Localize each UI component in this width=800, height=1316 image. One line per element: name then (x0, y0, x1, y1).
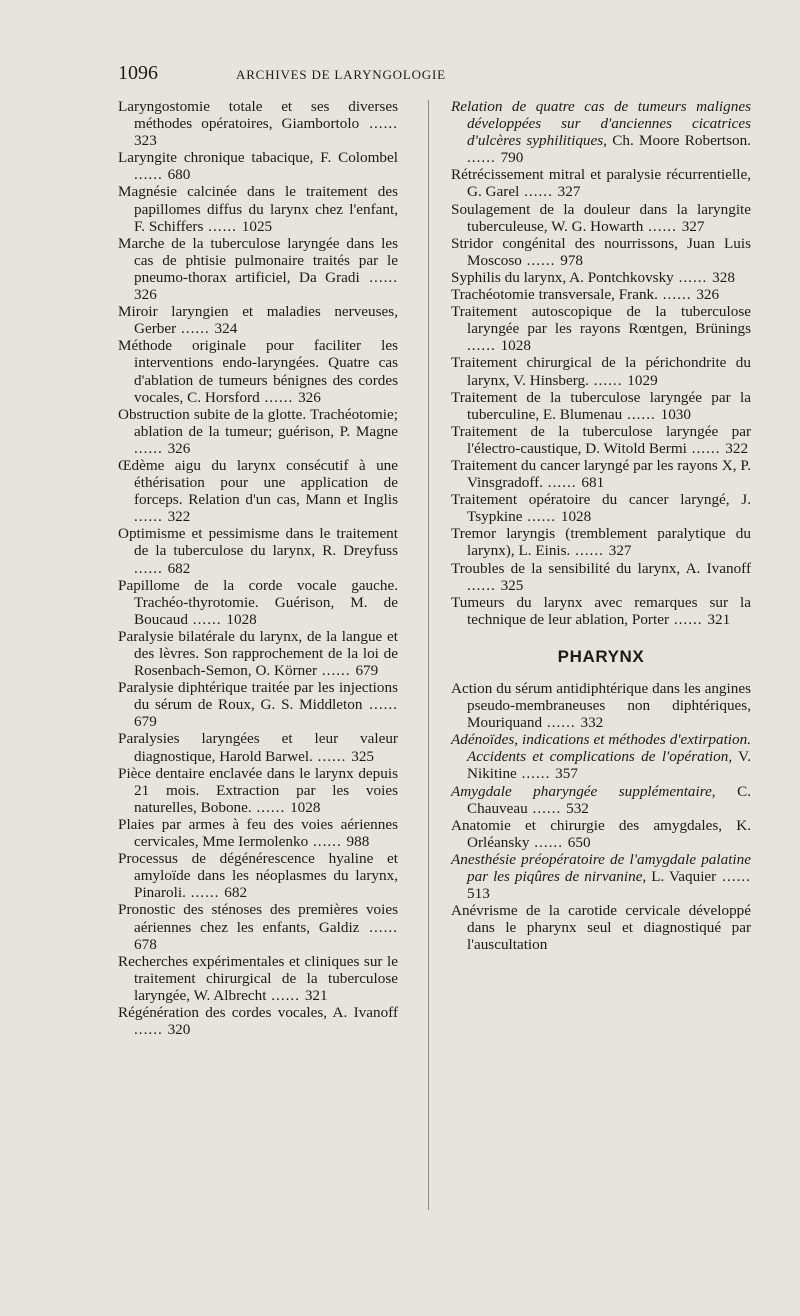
index-entry (118, 149, 398, 183)
entry-page-number: 1028 (226, 610, 257, 628)
index-entry (451, 423, 751, 457)
leader-dots: ...... (134, 508, 168, 526)
index-entry (451, 560, 751, 594)
entry-text: Traitement de la tuberculose laryngée par la tuberculine, E. Blumenau (451, 388, 751, 423)
leader-dots: ...... (467, 149, 501, 167)
entry-text: Anatomie et chirurgie des amygdales, K. Orléansky (451, 816, 751, 851)
leader-dots: ...... (317, 662, 356, 680)
index-entry (451, 680, 751, 731)
entry-page-number: 680 (167, 166, 191, 184)
index-entry (451, 389, 751, 423)
entry-page-number: 322 (167, 508, 191, 526)
entry-text: Adénoïdes, indications et méthodes d'extirpation. Accidents et complications de l'opération, V. Nikitine (451, 731, 751, 783)
index-entry (118, 303, 398, 337)
index-entry (451, 731, 751, 782)
entry-page-number: 988 (346, 833, 370, 851)
entry-text: Magnésie calcinée dans le traitement des papillomes diffus du larynx chez l'enfant, F. Schiffers (118, 183, 398, 235)
leader-dots: ...... (570, 542, 609, 560)
entry-text: Soulagement de la douleur dans la laryngite tuberculeuse, W. G. Howarth (451, 200, 751, 235)
leader-dots: ...... (657, 286, 697, 304)
entry-text: Traitement autoscopique de la tuberculose laryngée par les rayons Rœntgen, Brünings (451, 303, 751, 338)
index-entry (118, 953, 398, 1004)
index-entry (451, 269, 751, 286)
entry-text: Optimisme et pessimisme dans le traitement de la tuberculose du larynx, R. Dreyfuss (118, 525, 398, 560)
leader-dots: ...... (134, 1021, 168, 1039)
entry-page-number: 1025 (241, 217, 273, 235)
entry-text: Traitement de la tuberculose laryngée par l'électro-caustique, D. Witold Bermi (451, 422, 751, 457)
entry-text: Action du sérum antidiphtérique dans les angines pseudo-membraneuses non diphtériques, Mouriquand (451, 680, 751, 732)
entry-page-number: 320 (167, 1021, 191, 1039)
index-entry (451, 235, 751, 269)
entry-page-number: 1029 (627, 371, 658, 389)
entry-text: Obstruction subite de la glotte. Trachéotomie; ablation de la tumeur; guérison, P. Magne (118, 405, 398, 440)
entry-text: Processus de dégénérescence hyaline et amyloïde dans les néoplasmes du larynx, Pinaroli. (118, 850, 398, 902)
entry-page-number: 324 (214, 320, 238, 338)
leader-dots: ...... (359, 115, 398, 133)
index-entry (118, 628, 398, 679)
leader-dots: ...... (359, 268, 399, 286)
leader-dots: ...... (467, 576, 501, 594)
index-entry (118, 457, 398, 525)
entry-text: Pièce dentaire enclavée dans le larynx depuis 21 mois. Extraction par les voies naturelles, Bobone. (118, 764, 398, 816)
leader-dots: ...... (266, 986, 305, 1004)
entry-text: Amygdale pharyngée supplémentaire, C. Chauveau (451, 782, 751, 817)
entry-page-number: 1030 (660, 405, 691, 423)
entry-page-number: 790 (500, 149, 524, 167)
leader-dots: ...... (362, 696, 398, 714)
index-entry (118, 765, 398, 816)
index-entry (118, 235, 398, 303)
index-entry (451, 594, 751, 628)
entry-page-number: 325 (351, 747, 374, 765)
leader-dots: ...... (176, 320, 215, 338)
leader-dots: ...... (134, 439, 168, 457)
leader-dots: ...... (716, 868, 751, 886)
page-header (118, 62, 748, 86)
leader-dots: ...... (312, 747, 352, 765)
entry-page-number: 321 (304, 986, 328, 1004)
entry-page-number: 326 (134, 286, 157, 304)
leader-dots: ...... (542, 714, 581, 732)
leader-dots: ...... (308, 833, 347, 851)
index-entry (451, 902, 751, 953)
leader-dots: ...... (259, 388, 299, 406)
index-entry (118, 901, 398, 952)
column-divider (428, 100, 429, 1210)
entry-page-number: 322 (725, 439, 749, 457)
entry-page-number: 327 (608, 542, 632, 560)
entry-text: Papillome de la corde vocale gauche. Trachéo-thyrotomie. Guérison, M. de Boucaud (118, 576, 398, 628)
entry-page-number: 326 (298, 388, 321, 406)
index-entry (451, 286, 751, 303)
entry-page-number: 327 (681, 217, 705, 235)
leader-dots: ...... (185, 884, 225, 902)
entry-text: Marche de la tuberculose laryngée dans les cas de phtisie pulmonaire traités par le pneumo-thorax artificiel, Da Gradi (118, 234, 398, 286)
entry-page-number: 328 (712, 268, 735, 286)
index-entry (451, 817, 751, 851)
left-column (118, 98, 398, 1038)
entry-text: Laryngite chronique tabacique, F. Colombel (118, 149, 398, 167)
leader-dots: ...... (134, 559, 168, 577)
index-entry (451, 491, 751, 525)
entry-page-number: 1028 (500, 337, 531, 355)
entry-text: Miroir laryngien et maladies nerveuses, Gerber (118, 303, 398, 338)
leader-dots: ...... (521, 251, 561, 269)
index-entry (451, 851, 751, 902)
entry-page-number: 513 (467, 885, 490, 903)
index-entry (451, 166, 751, 200)
entry-page-number: 325 (500, 576, 524, 594)
entry-text: Traitement chirurgical de la périchondrite du larynx, V. Hinsberg. (451, 354, 751, 389)
index-entry (118, 577, 398, 628)
entry-text: Troubles de la sensibilité du larynx, A. Ivanoff (451, 559, 751, 577)
entry-page-number: 327 (557, 183, 581, 201)
leader-dots: ...... (203, 217, 242, 235)
entry-text: Paralysie diphtérique traitée par les injections du sérum de Roux, G. S. Middleton (118, 679, 398, 714)
leader-dots: ...... (622, 405, 661, 423)
entry-page-number: 326 (167, 439, 191, 457)
index-entry (118, 679, 398, 730)
entry-text: Traitement opératoire du cancer laryngé, J. Tsypkine (451, 491, 751, 526)
entry-text: Paralysies laryngées et leur valeur diagnostique, Harold Barwel. (118, 730, 398, 765)
leader-dots: ...... (588, 371, 628, 389)
entry-page-number: 679 (134, 713, 157, 731)
larynx-entries-continued (451, 98, 751, 628)
index-entry (451, 303, 751, 354)
entry-text: Plaies par armes à feu des voies aériennes cervicales, Mme Iermolenko (118, 815, 398, 851)
index-entry (451, 201, 751, 235)
entry-text: Anesthésie préopératoire de l'amygdale palatine par les piqûres de nirvanine, L. Vaquier (451, 850, 751, 886)
entry-text: Anévrisme de la carotide cervicale développé dans le pharynx seul et diagnostiqué par l'auscultation (451, 902, 751, 954)
index-entry (118, 850, 398, 901)
entry-text: Laryngostomie totale et ses diverses méthodes opératoires, Giambortolo (118, 98, 398, 133)
index-entry (118, 406, 398, 457)
section-title-pharynx: PHARYNX (557, 646, 645, 666)
leader-dots: ...... (529, 833, 568, 851)
entry-text: Tumeurs du larynx avec remarques sur la technique de leur ablation, Porter (451, 593, 751, 628)
leader-dots: ...... (522, 508, 561, 526)
right-column (451, 98, 751, 954)
index-entry (118, 98, 398, 149)
entry-text: Tremor laryngis (tremblement paralytique du larynx), L. Einis. (451, 525, 751, 560)
entry-page-number: 332 (580, 714, 604, 732)
entry-page-number: 1028 (560, 508, 592, 526)
entry-page-number: 682 (224, 884, 248, 902)
leader-dots: ...... (359, 918, 398, 936)
index-entry (451, 98, 751, 166)
entry-text: Traitement du cancer laryngé par les rayons X, P. Vinsgradoff. (451, 456, 751, 492)
index-entry (451, 457, 751, 491)
entry-text: Relation de quatre cas de tumeurs malignes développées sur d'anciennes cicatrices d'ulcères syphilitiques, Ch. Moore Robertson. (451, 98, 751, 150)
entry-text: Paralysie bilatérale du larynx, de la langue et des lèvres. Son rapprochement de la loi de Rosenbach-Semon, O. Körner (118, 627, 398, 680)
page-number: 1096 (118, 62, 158, 84)
entry-page-number: 323 (134, 132, 157, 150)
entry-text: Stridor congénital des nourrissons, Juan Luis Moscoso (451, 234, 751, 269)
index-entry (118, 816, 398, 850)
index-entry (118, 337, 398, 405)
leader-dots: ...... (686, 439, 726, 457)
leader-dots: ...... (251, 798, 291, 816)
running-title: ARCHIVES DE LARYNGOLOGIE (236, 67, 446, 82)
leader-dots: ...... (543, 474, 582, 492)
leader-dots: ...... (519, 183, 558, 201)
leader-dots: ...... (188, 610, 227, 628)
entry-text: Syphilis du larynx, A. Pontchkovsky (451, 268, 674, 286)
entry-page-number: 682 (167, 559, 191, 577)
entry-page-number: 678 (134, 935, 157, 953)
entry-page-number: 681 (581, 474, 605, 492)
leader-dots: ...... (643, 217, 682, 235)
entry-text: Pronostic des sténoses des premières voies aériennes chez les enfants, Galdiz (118, 901, 398, 936)
index-entry (451, 354, 751, 388)
entry-page-number: 978 (560, 251, 584, 269)
leader-dots: ...... (134, 166, 168, 184)
entry-page-number: 321 (707, 610, 731, 628)
entry-text: Recherches expérimentales et cliniques sur le traitement chirurgical de la tuberculose laryngée, W. Albrecht (118, 952, 398, 1004)
entry-page-number: 357 (555, 765, 578, 783)
entry-text: Trachéotomie transversale, Frank. (451, 286, 658, 304)
leader-dots: ...... (669, 610, 708, 628)
leader-dots: ...... (673, 268, 713, 286)
index-entry (118, 183, 398, 234)
leader-dots: ...... (527, 799, 567, 817)
index-entry (451, 525, 751, 559)
entry-page-number: 650 (567, 833, 591, 851)
leader-dots: ...... (516, 765, 556, 783)
pharynx-entries (451, 680, 751, 954)
index-entry (118, 730, 398, 764)
entry-page-number: 679 (355, 662, 379, 680)
entry-text: Rétrécissement mitral et paralysie récurrentielle, G. Garel (451, 166, 751, 201)
index-entry (451, 783, 751, 817)
leader-dots: ...... (467, 337, 501, 355)
entry-text: Méthode originale pour faciliter les interventions endo-laryngées. Quatre cas d'ablation de tumeurs bénignes des cordes vocales, C. Horsford (118, 337, 398, 406)
index-entry (118, 525, 398, 576)
entry-page-number: 532 (566, 799, 589, 817)
index-entry (118, 1004, 398, 1038)
entry-text: Régénération des cordes vocales, A. Ivanoff (118, 1003, 398, 1021)
entry-page-number: 1028 (290, 798, 321, 816)
entry-page-number: 326 (696, 286, 720, 304)
entry-text: Œdème aigu du larynx consécutif à une éthérisation pour une application de forceps. Relation d'un cas, Mann et Inglis (118, 456, 398, 509)
